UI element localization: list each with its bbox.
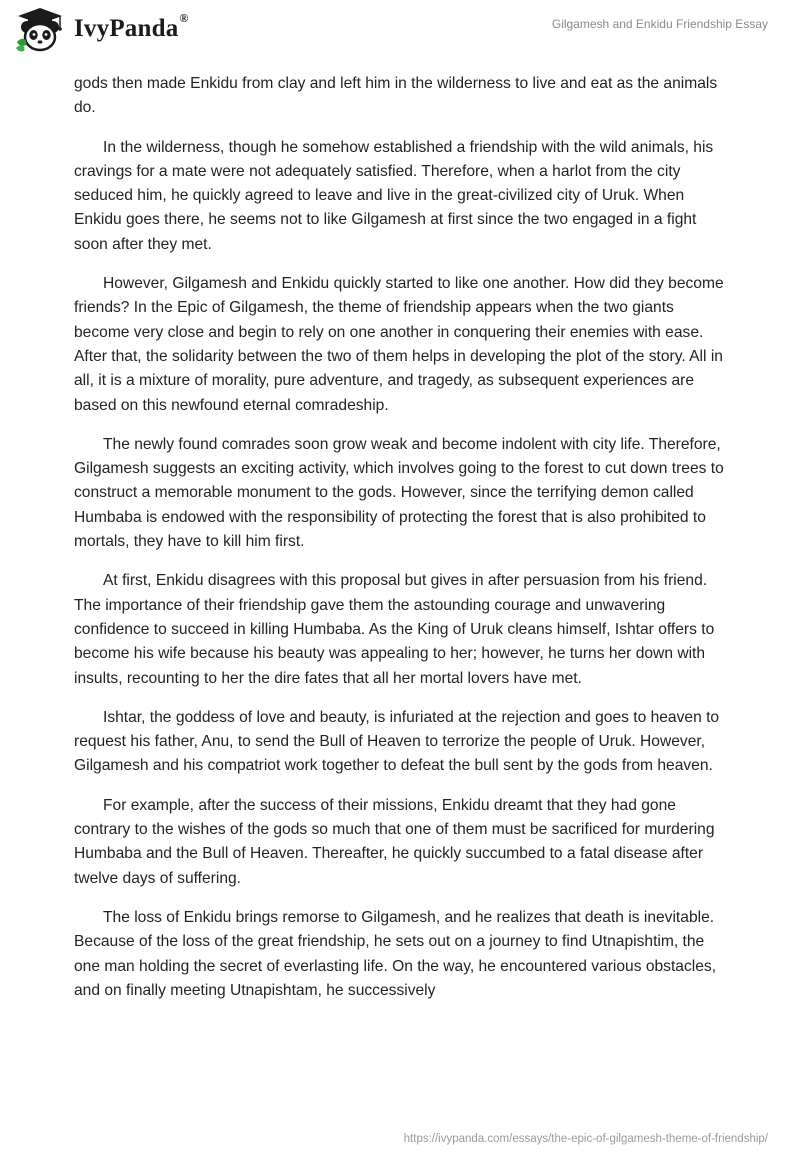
essay-body — [74, 72, 726, 1018]
registered-mark: ® — [179, 11, 189, 25]
essay-paragraph: Ishtar, the goddess of love and beauty, is infuriated at the rejection and goes to heaven to request his father, Anu, to send the Bull of Heaven to terrorize the people of Uruk. However, Gilgamesh and his compatriot work together to defeat the bull sent by the gods from heaven. — [74, 708, 720, 775]
page-header — [0, 0, 800, 62]
panda-graduate-icon — [14, 6, 66, 52]
essay-paragraph: The newly found comrades soon grow weak and become indolent with city life. Therefore, Gilgamesh suggests an exciting activity, which involves going to the forest to cut down trees to construct a memorable monument to the gods. However, since the terrifying demon called Humbaba is endowed with the responsibility of protecting the forest that is also prohibited to mortals, they have to kill him first. — [74, 435, 724, 551]
essay-paragraph: gods then made Enkidu from clay and left him in the wilderness to live and eat as the animals do. — [74, 75, 718, 117]
document-title: Gilgamesh and Enkidu Friendship Essay — [551, 17, 768, 31]
essay-paragraph: At first, Enkidu disagrees with this proposal but gives in after persuasion from his friend. The importance of their friendship gave them the astounding courage and unwavering confidence to succeed in killing Humbaba. As the King of Uruk cleans himself, Ishtar offers to become his wife because his beauty was appealing to her; however, he turns her down with insults, recounting to her the dire fates that all her mortal lovers have met. — [74, 572, 715, 687]
brand-name: IvyPanda® — [74, 11, 189, 42]
source-url-link[interactable]: https://ivypanda.com/essays/the-epic-of-gilgamesh-theme-of-friendship/ — [403, 1133, 768, 1145]
essay-paragraph: However, Gilgamesh and Enkidu quickly started to like one another. How did they become friends? In the Epic of Gilgamesh, the theme of friendship appears when the two giants become very close and begin to rely on one another in conquering their enemies with ease. After that, the solidarity between the two of them helps in developing the plot of the story. All in all, it is a mixture of morality, pure adventure, and tragedy, as subsequent experiences are based on this newfound eternal comradeship. — [74, 275, 724, 414]
ivypanda-logo[interactable] — [14, 6, 189, 52]
essay-paragraph: For example, after the success of their missions, Enkidu dreamt that they had gone contrary to the wishes of the gods so much that one of them must be sacrificed for murdering Humbaba and the Bull of Heaven. Thereafter, he quickly succumbed to a fatal disease after twelve days of suffering. — [74, 796, 715, 887]
essay-paragraph: In the wilderness, though he somehow established a friendship with the wild animals, his cravings for a mate were not adequately satisfied. Therefore, when a harlot from the city seduced him, he quickly agreed to leave and live in the great-civilized city of Uruk. When Enkidu goes there, he seems not to like Gilgamesh at first since the two engaged in a fight soon after they met. — [74, 138, 714, 253]
essay-paragraph: The loss of Enkidu brings remorse to Gilgamesh, and he realizes that death is inevitable. Because of the loss of the great friendship, he sets out on a journey to find Utnapishtim, the one man holding the secret of everlasting life. On the way, he encountered various obstacles, and on finally meeting Utnapishtam, he successively — [74, 908, 717, 999]
